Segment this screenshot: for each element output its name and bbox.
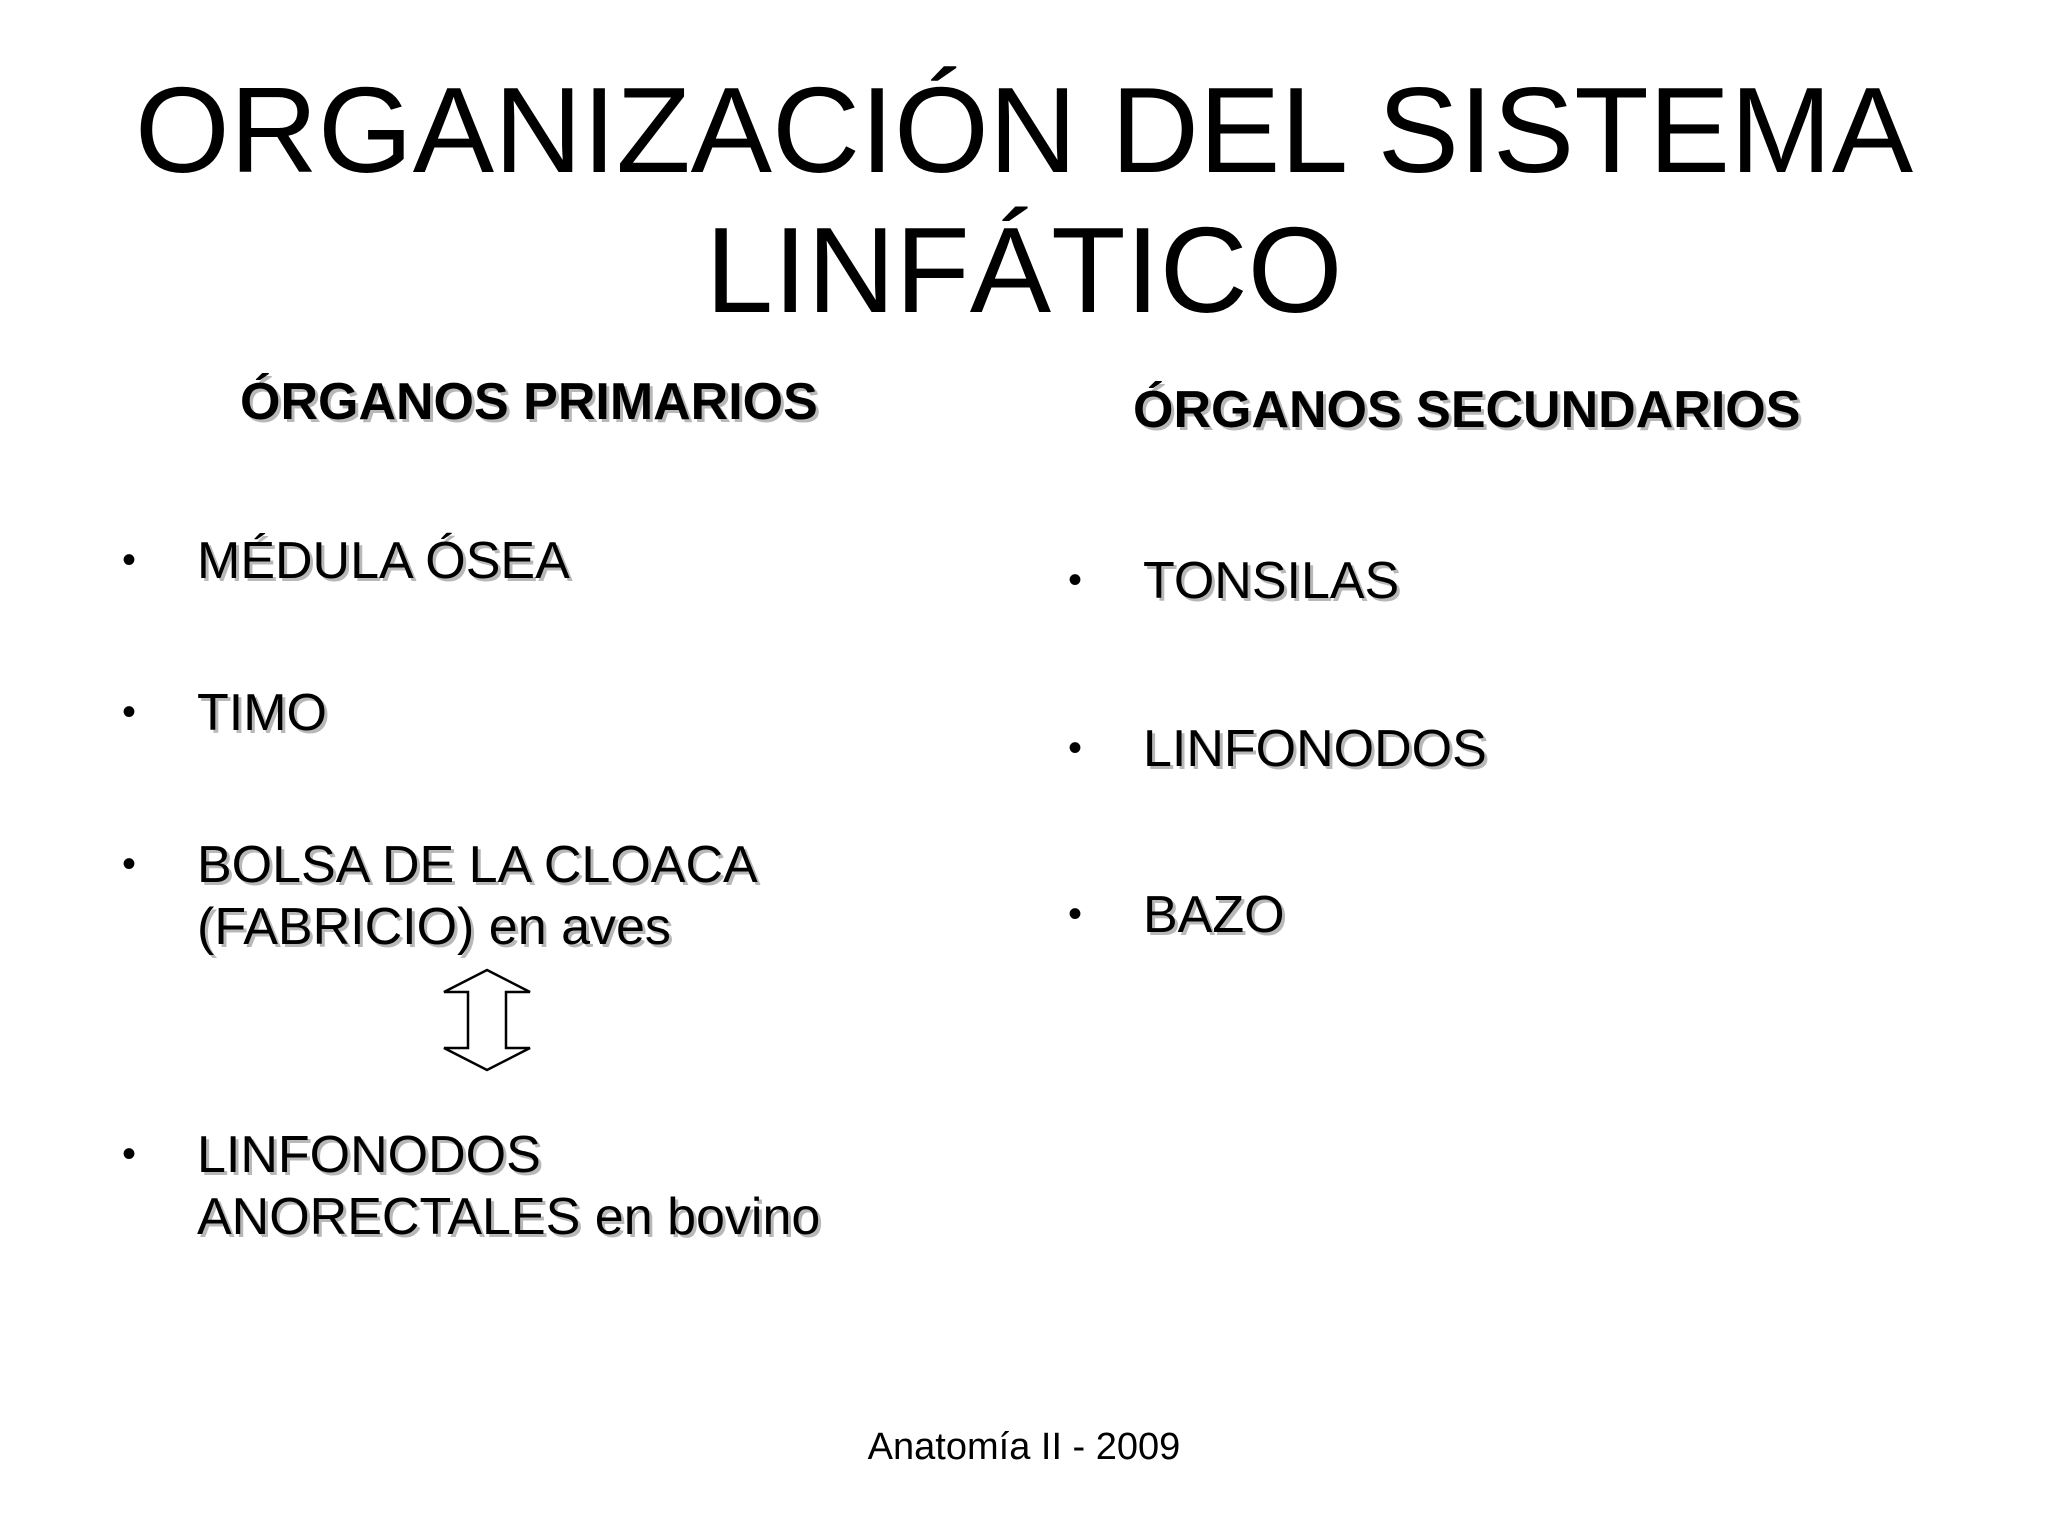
bullet-icon: • xyxy=(122,690,137,734)
list-item-line: TONSILAS xyxy=(1143,552,1400,610)
list-item-text xyxy=(1143,884,1285,946)
slide-title-line-2: LINFÁTICO xyxy=(705,202,1343,338)
list-item-line: BAZO xyxy=(1143,886,1285,944)
list-item-text xyxy=(197,1124,820,1248)
bullet-icon: • xyxy=(122,842,137,886)
up-down-arrow-icon xyxy=(440,968,534,1072)
list-item-line: MÉDULA ÓSEA xyxy=(197,532,570,590)
bullet-icon: • xyxy=(1068,726,1083,770)
slide-title-line-1: ORGANIZACIÓN DEL SISTEMA xyxy=(134,62,1914,198)
slide-title xyxy=(0,60,2048,340)
slide-footer: Anatomía II - 2009 xyxy=(867,1426,1181,1468)
secondary-organs-heading: ÓRGANOS SECUNDARIOS xyxy=(1133,381,1801,439)
bullet-icon: • xyxy=(1068,892,1083,936)
list-item-text xyxy=(1143,718,1487,780)
list-item-line: LINFONODOS xyxy=(197,1126,541,1184)
list-item-line: TIMO xyxy=(197,684,327,742)
list-item-line: LINFONODOS xyxy=(1143,720,1487,778)
bullet-icon: • xyxy=(122,538,137,582)
primary-organs-heading: ÓRGANOS PRIMARIOS xyxy=(240,373,818,431)
list-item-line: ANORECTALES en bovino xyxy=(197,1188,821,1246)
list-item-text xyxy=(197,682,327,744)
list-item-text xyxy=(197,530,570,592)
bullet-icon: • xyxy=(122,1132,137,1176)
list-item-line: (FABRICIO) en aves xyxy=(197,898,671,956)
list-item-text xyxy=(1143,550,1399,612)
list-item-line: BOLSA DE LA CLOACA xyxy=(197,836,758,894)
list-item-text xyxy=(197,834,758,958)
bullet-icon: • xyxy=(1068,558,1083,602)
